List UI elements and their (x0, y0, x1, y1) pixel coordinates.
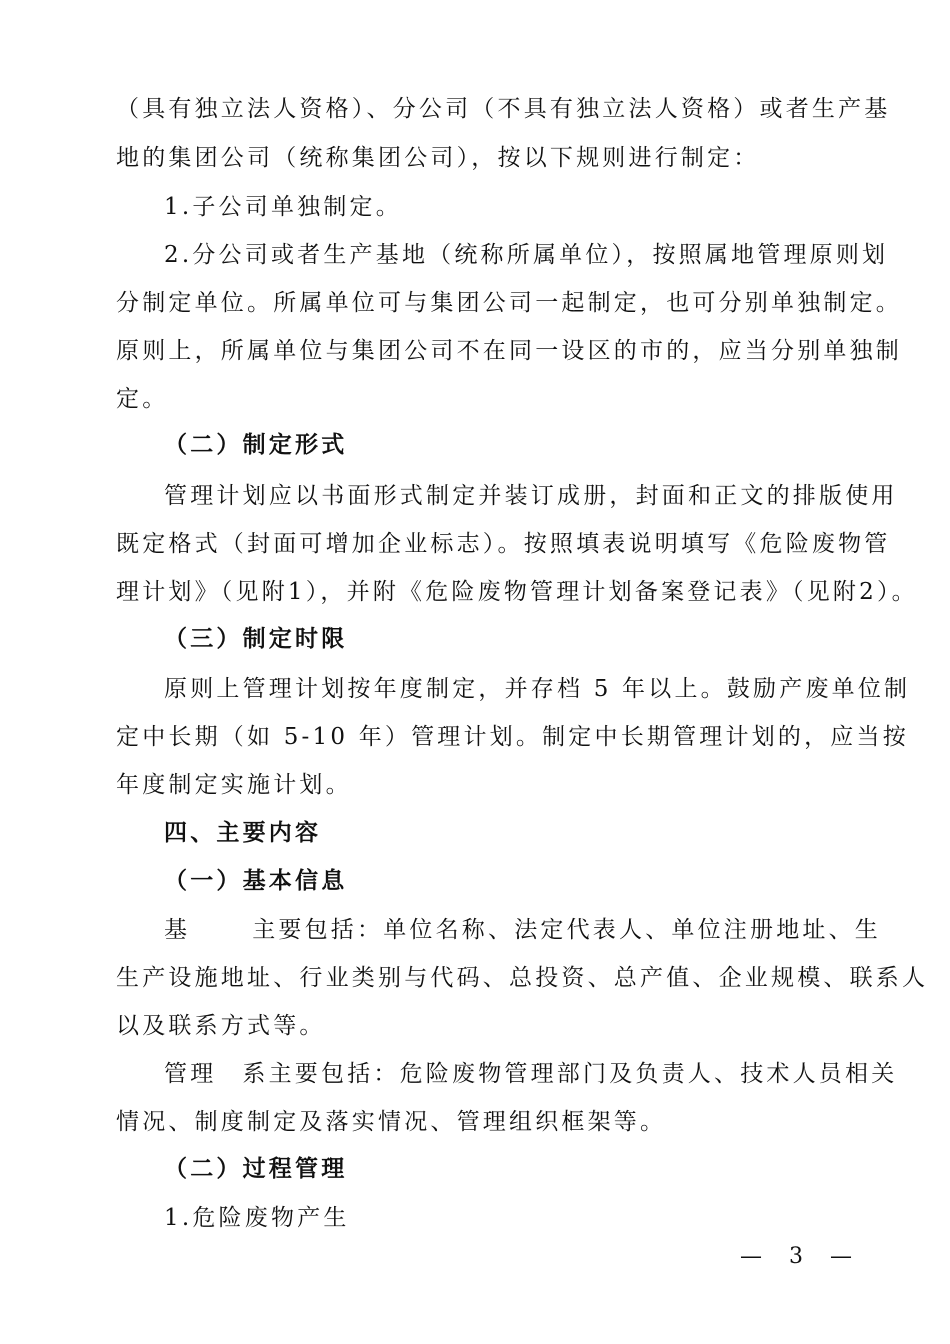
body-line: 生产设施地址、行业类别与代码、总投资、总产值、企业规模、联系人 (116, 965, 929, 991)
body-line: 既定格式（封面可增加企业标志）。按照填表说明填写《危险废物管 (116, 531, 891, 557)
section-heading: （一）基本信息 (164, 867, 348, 894)
list-item: 1.子公司单独制定。 (164, 194, 402, 220)
body-line: 理计划》（见附1），并附《危险废物管理计划备案登记表》（见附2）。 (116, 579, 918, 605)
body-line: 地的集团公司（统称集团公司），按以下规则进行制定： (116, 145, 760, 171)
chapter-heading: 四、主要内容 (164, 819, 322, 846)
section-heading: （三）制定时限 (164, 625, 348, 652)
body-line: 定中长期（如 5-10 年）管理计划。制定中长期管理计划的，应当按 (116, 724, 909, 750)
page-number: — 3 — (740, 1244, 862, 1269)
line-fragment: 管理 (164, 1061, 217, 1087)
line-fragment: 系主要包括：危险废物管理部门及负责人、技术人员相关 (242, 1061, 898, 1087)
body-line: 分制定单位。所属单位可与集团公司一起制定，也可分别单独制定。 (116, 290, 902, 316)
body-line: 以及联系方式等。 (116, 1013, 326, 1039)
body-line: （具有独立法人资格）、分公司（不具有独立法人资格）或者生产基 (116, 96, 891, 122)
body-line (164, 1059, 897, 1089)
line-fragment: 基 (164, 917, 191, 943)
section-heading: （二）过程管理 (164, 1155, 348, 1182)
body-line: 情况、制度制定及落实情况、管理组织框架等。 (116, 1109, 667, 1135)
section-heading: （二）制定形式 (164, 431, 348, 458)
body-line: 原则上管理计划按年度制定，并存档 5 年以上。鼓励产废单位制 (164, 676, 911, 702)
body-line: 管理计划应以书面形式制定并装订成册，封面和正文的排版使用 (164, 483, 898, 509)
body-line: 定。 (116, 386, 169, 412)
list-item: 2.分公司或者生产基地（统称所属单位），按照属地管理原则划 (164, 242, 889, 268)
line-fragment: 主要包括：单位名称、法定代表人、单位注册地址、生 (252, 917, 882, 943)
list-item: 1.危险废物产生 (164, 1205, 350, 1231)
body-line: 年度制定实施计划。 (116, 772, 352, 798)
body-line: 原则上，所属单位与集团公司不在同一设区的市的，应当分别单独制 (116, 338, 902, 364)
body-line (164, 915, 881, 945)
